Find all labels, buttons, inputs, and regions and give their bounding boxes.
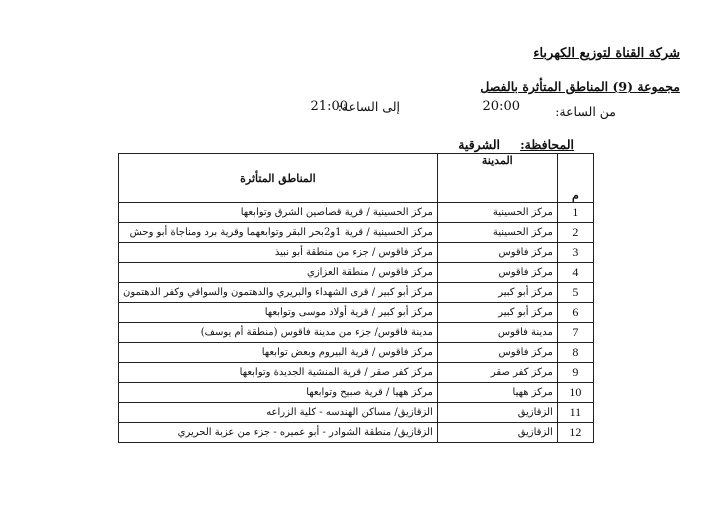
table-row bbox=[119, 383, 594, 403]
from-time-value: 20:00 bbox=[482, 99, 520, 114]
header-city: المدينة bbox=[437, 154, 557, 203]
row-number: 1 bbox=[557, 203, 593, 223]
table-header-row bbox=[119, 154, 594, 203]
row-number: 3 bbox=[557, 243, 593, 263]
to-time-label: إلى الساعة: bbox=[337, 99, 400, 114]
row-area: مركز فاقوس / جزء من منطقة أبو نبيذ bbox=[119, 243, 438, 263]
table-row bbox=[119, 323, 594, 343]
table-row bbox=[119, 263, 594, 283]
to-time-value: 21:00 bbox=[310, 99, 348, 114]
row-city: مركز فاقوس bbox=[437, 343, 557, 363]
row-area: مدينة فاقوس/ جزء من مدينة فاقوس (منطقة أم يوسف) bbox=[119, 323, 438, 343]
row-city: مركز كفر صقر bbox=[437, 363, 557, 383]
row-city: مركز الحسينية bbox=[437, 203, 557, 223]
table-row bbox=[119, 203, 594, 223]
group-title: مجموعة (9) المناطق المتأثرة بالفصل bbox=[480, 79, 680, 94]
row-number: 8 bbox=[557, 343, 593, 363]
header-num: م bbox=[557, 154, 593, 203]
row-area: مركز فاقوس / قرية البيروم وبعض توابعها bbox=[119, 343, 438, 363]
row-number: 2 bbox=[557, 223, 593, 243]
row-number: 11 bbox=[557, 403, 593, 423]
row-number: 9 bbox=[557, 363, 593, 383]
row-area: الزقازيق/ منطقة الشوادر - أبو عميره - جزء من عزبة الحريري bbox=[119, 423, 438, 443]
governorate-label: المحافظة: bbox=[520, 137, 574, 152]
table-row bbox=[119, 343, 594, 363]
row-number: 7 bbox=[557, 323, 593, 343]
table-row bbox=[119, 243, 594, 263]
row-number: 12 bbox=[557, 423, 593, 443]
header-areas: المناطق المتأثرة bbox=[119, 154, 438, 203]
row-number: 10 bbox=[557, 383, 593, 403]
affected-areas-table bbox=[118, 153, 594, 443]
governorate-value: الشرقية bbox=[458, 137, 500, 152]
row-area: مركز كفر صقر / قرية المنشية الجديدة وتوابعها bbox=[119, 363, 438, 383]
row-area: مركز الحسينية / قرية 1و2بحر البقر وتوابعهما وقرية برد ومناجاة أبو وحش bbox=[119, 223, 438, 243]
table-body bbox=[119, 203, 594, 443]
row-area: مركز أبو كبير / قرى الشهداء والبريري والدهتمون والسواقي وكفر الدهتمون bbox=[119, 283, 438, 303]
row-city: مركز أبو كبير bbox=[437, 283, 557, 303]
table-row bbox=[119, 303, 594, 323]
row-number: 4 bbox=[557, 263, 593, 283]
row-city: مركز ههيا bbox=[437, 383, 557, 403]
row-area: الزقازيق/ مساكن الهندسه - كلية الزراعه bbox=[119, 403, 438, 423]
table-row bbox=[119, 423, 594, 443]
row-area: مركز الحسينية / قرية قصاصين الشرق وتوابعها bbox=[119, 203, 438, 223]
from-time-label: من الساعة: bbox=[555, 104, 616, 119]
table-row bbox=[119, 283, 594, 303]
row-city: مركز فاقوس bbox=[437, 263, 557, 283]
row-city: مركز الحسينية bbox=[437, 223, 557, 243]
row-number: 5 bbox=[557, 283, 593, 303]
table-row bbox=[119, 363, 594, 383]
row-city: مركز فاقوس bbox=[437, 243, 557, 263]
row-city: الزقازيق bbox=[437, 423, 557, 443]
row-city: مدينة فاقوس bbox=[437, 323, 557, 343]
row-number: 6 bbox=[557, 303, 593, 323]
row-city: الزقازيق bbox=[437, 403, 557, 423]
row-area: مركز فاقوس / منطقة العزازي bbox=[119, 263, 438, 283]
row-area: مركز أبو كبير / قرية أولاد موسى وتوابعها bbox=[119, 303, 438, 323]
table-row bbox=[119, 403, 594, 423]
row-area: مركز ههيا / قرية صبيح وتوابعها bbox=[119, 383, 438, 403]
table-row bbox=[119, 223, 594, 243]
company-name: شركة القناة لتوزيع الكهرباء bbox=[533, 46, 680, 61]
row-city: مركز أبو كبير bbox=[437, 303, 557, 323]
